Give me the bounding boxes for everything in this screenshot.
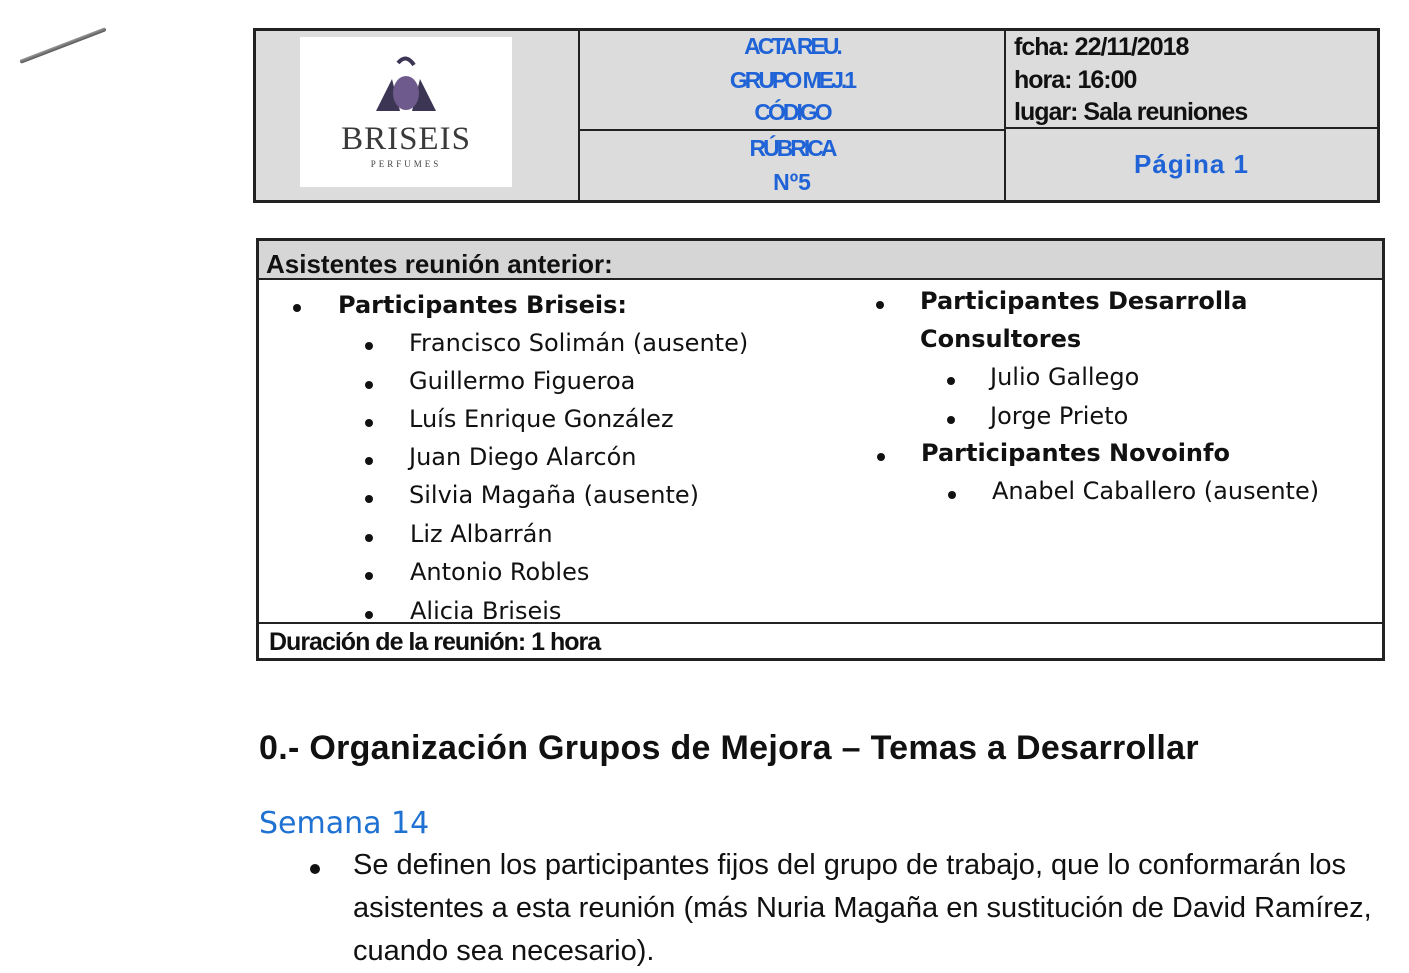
section-paragraph: Se definen los participantes fijos del grupo de trabajo, que lo conformarán los asistentes a esta reunión (más Nuria Magaña en sustitución de David Ramírez, cuando sea necesario). <box>353 849 1372 967</box>
briseis-emblem-icon <box>356 49 456 119</box>
list-item: Francisco Solimán (ausente) <box>409 329 749 357</box>
bullet <box>948 491 956 499</box>
bullet <box>876 301 884 309</box>
list-item: Luís Enrique González <box>409 405 674 433</box>
bullet <box>365 572 373 580</box>
document-code-cell <box>580 31 1006 200</box>
code-line-3: CÓDIGO <box>754 99 830 125</box>
bullet <box>365 611 373 619</box>
meta-lugar: lugar: Sala reuniones <box>1014 98 1248 126</box>
attendees-box <box>256 238 1385 661</box>
bullet <box>365 342 373 350</box>
bullet <box>310 864 320 874</box>
pen-mark <box>19 27 106 64</box>
code-number: Nº5 <box>773 169 811 195</box>
bullet <box>365 495 373 503</box>
week-heading: Semana 14 <box>259 806 430 841</box>
code-line-1: ACTA REU. <box>744 33 840 59</box>
bullet <box>365 381 373 389</box>
list-item: Alicia Briseis <box>410 597 562 625</box>
list-item: Silvia Magaña (ausente) <box>409 481 699 509</box>
logo-subtitle: PERFUMES <box>370 159 442 169</box>
attendees-title: Asistentes reunión anterior: <box>266 249 613 279</box>
logo-name: BRISEIS <box>341 121 471 157</box>
group-heading-briseis: Participantes Briseis: <box>338 291 628 319</box>
bullet <box>947 377 955 385</box>
list-item: Juan Diego Alarcón <box>409 443 637 471</box>
meeting-duration: Duración de la reunión: 1 hora <box>269 628 601 656</box>
meta-fecha: fcha: 22/11/2018 <box>1014 33 1189 61</box>
list-item: Guillermo Figueroa <box>409 367 636 395</box>
list-item: Julio Gallego <box>990 363 1140 391</box>
list-item: Antonio Robles <box>410 558 590 586</box>
bullet <box>947 416 955 424</box>
bullet <box>365 534 373 542</box>
section-title: 0.- Organización Grupos de Mejora – Temas a Desarrollar <box>259 729 1199 767</box>
bullet <box>877 453 885 461</box>
list-item: Liz Albarrán <box>410 520 553 548</box>
document-header <box>253 28 1380 203</box>
code-line-2: GRUPO MEJ.1 <box>729 67 855 93</box>
group-heading-desarrolla-2: Consultores <box>920 325 1082 353</box>
bullet <box>293 304 301 312</box>
bullet <box>365 419 373 427</box>
bullet <box>365 457 373 465</box>
group-heading-novoinfo: Participantes Novoinfo <box>921 439 1230 467</box>
list-item: Jorge Prieto <box>990 402 1129 430</box>
list-item: Anabel Caballero (ausente) <box>992 477 1320 505</box>
meta-hora: hora: 16:00 <box>1014 66 1137 94</box>
meta-cell <box>1006 31 1377 200</box>
page-number: Página 1 <box>1134 149 1249 179</box>
code-line-4: RÚBRICA <box>749 135 835 161</box>
briseis-logo <box>300 37 512 187</box>
logo-cell <box>256 31 580 200</box>
group-heading-desarrolla: Participantes Desarrolla <box>920 287 1248 315</box>
